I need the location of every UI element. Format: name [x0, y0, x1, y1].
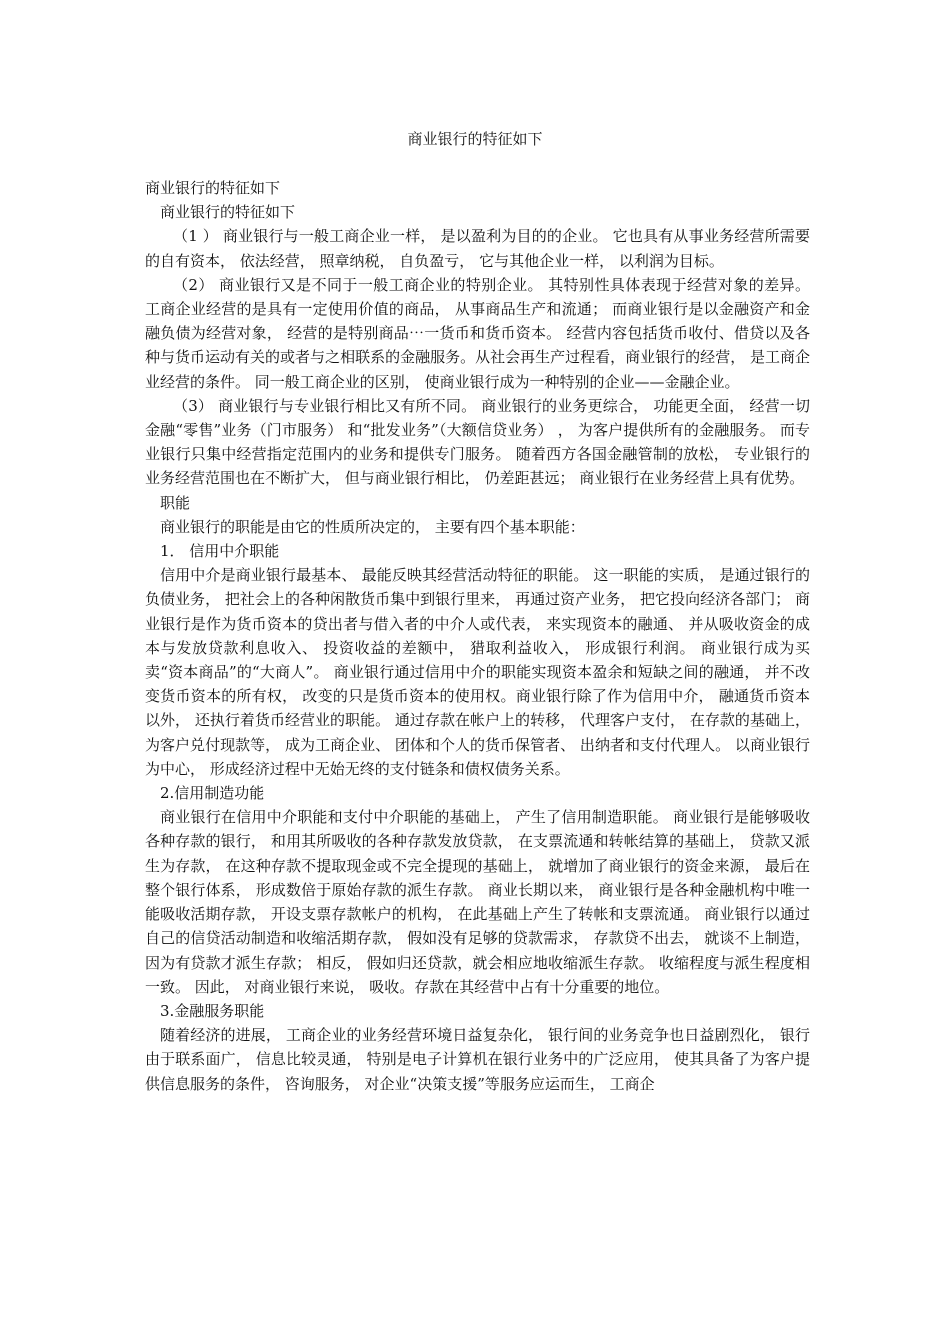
heading-line: 商业银行的特征如下: [145, 179, 281, 197]
subheading-credit-creation: 2.信用制造功能: [160, 784, 265, 803]
paragraph-credit-intermediary: 信用中介是商业银行最基本、 最能反映其经营活动特征的职能。 这一职能的实质， 是通过银行的负债业务， 把社会上的各种闲散货币集中到银行里来， 再通过资产业务， 把它投向经济各部门； 商业银行是作为货币资本的贷出者与借入者的中介人或代表， 来实现资本的融通、 并从吸收资金的成本与发放贷款利息收入、 投资收益的差额中， 猎取利益收入， 形成银行利润。 商业银行成为买卖“资本商品”的“大商人”。 商业银行通过信用中介的职能实现资本盈余和短缺之间的融通， 并不改变货币资本的所有权， 改变的只是货币资本的使用权。商业银行除了作为信用中介， 融通货币资本以外， 还执行着货币经营业的职能。 通过存款在帐户上的转移， 代理客户支付， 在存款的基础上， 为客户兑付现款等， 成为工商企业、 团体和个人的货币保管者、 出纳者和支付代理人。 以商业银行为中心， 形成经济过程中无始无终的支付链条和债权债务关系。: [145, 566, 810, 778]
paragraph-feature-1: （1 ） 商业银行与一般工商企业一样， 是以盈利为目的的企业。 它也具有从事业务经营所需要的自有资本， 依法经营， 照章纳税， 自负盈亏， 它与其他企业一样， 以利润为目标。: [145, 227, 810, 270]
paragraph-financial-services: 随着经济的进展， 工商企业的业务经营环境日益复杂化， 银行间的业务竞争也日益剧烈化， 银行由于联系面广， 信息比较灵通， 特别是电子计算机在银行业务中的广泛应用， 使其具备了为客户提供信息服务的条件， 咨询服务， 对企业“决策支援”等服务应运而生， 工商企: [145, 1026, 810, 1093]
paragraph-credit-creation: 商业银行在信用中介职能和支付中介职能的基础上， 产生了信用制造职能。 商业银行是能够吸收各种存款的银行， 和用其所吸收的各种存款发放贷款， 在支票流通和转帐结算的基础上， 贷款又派生为存款， 在这种存款不提取现金或不完全提现的基础上， 就增加了商业银行的资金来源， 最后在整个银行体系， 形成数倍于原始存款的派生存款。 商业长期以来， 商业银行是各种金融机构中唯一能吸收活期存款， 开设支票存款帐户的机构， 在此基础上产生了转帐和支票流通。 商业银行以通过自己的信贷活动制造和收缩活期存款， 假如没有足够的贷款需求， 存款贷不出去， 就谈不上制造， 因为有贷款才派生存款； 相反， 假如归还贷款，就会相应地收缩派生存款。 收缩程度与派生程度相一致。 因此， 对商业银行来说， 吸收。存款在其经营中占有十分重要的地位。: [145, 808, 810, 996]
paragraph-functions-intro: 商业银行的职能是由它的性质所决定的， 主要有四个基本职能：: [160, 517, 585, 536]
subheading-line: 商业银行的特征如下: [160, 203, 296, 222]
document-body: [145, 176, 810, 1096]
paragraph-feature-3: （3） 商业银行与专业银行相比又有所不同。 商业银行的业务更综合， 功能更全面， 经营一切金融“零售”业务（门市服务） 和“批发业务”（大额信贷业务） ， 为客户提供所有的金融服务。 而专业银行只集中经营指定范围内的业务和提供专门服务。 随着西方各国金融管制的放松， 专业银行的业务经营范围也在不断扩大， 但与商业银行相比， 仍差距甚远； 商业银行在业务经营上具有优势。: [145, 396, 810, 488]
document-title: 商业银行的特征如下: [407, 130, 543, 148]
paragraph-feature-2: （2） 商业银行又是不同于一般工商企业的特别企业。 其特别性具体表现于经营对象的差异。 工商企业经营的是具有一定使用价值的商品， 从事商品生产和流通； 而商业银行是以金融资产和金融负债为经营对象， 经营的是特别商品⋯一货币和货币资本。 经营内容包括货币收付、借贷以及各种与货币运动有关的或者与之相联系的金融服务。从社会再生产过程看，商业银行的经营， 是工商企业经营的条件。 同一般工商企业的区别， 使商业银行成为一种特别的企业——金融企业。: [145, 275, 810, 391]
subheading-credit-intermediary: 1． 信用中介职能: [160, 542, 280, 561]
section-heading-functions: 职能: [160, 493, 191, 512]
subheading-financial-services: 3.金融服务职能: [160, 1001, 265, 1020]
